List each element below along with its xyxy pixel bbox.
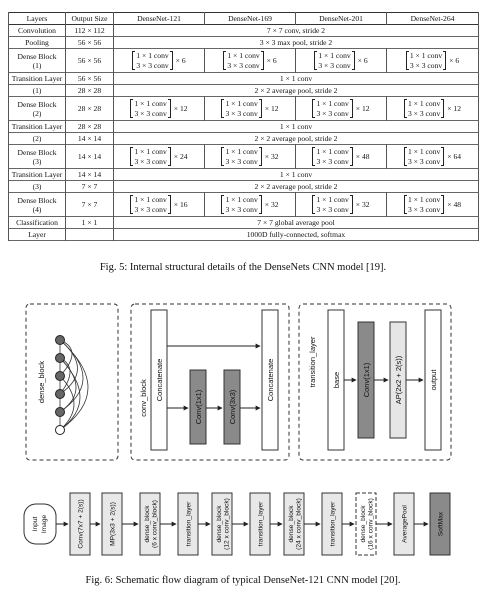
layer-name: Dense Block [17,147,57,157]
conv-line: 3 × 3 conv [225,108,258,118]
repeat-count: × 12 [355,104,370,113]
conv-line: 1 × 1 conv [407,147,441,156]
conv-line: 3 × 3 conv [227,60,260,70]
table-row [9,169,479,181]
table-row [9,121,479,133]
dense-block-cell [114,49,205,73]
conv-bracket [132,51,172,70]
conv-bracket [221,147,261,166]
header-cell: Layers [9,13,66,25]
layer-cell [9,169,66,181]
concatenate-right-label: Concatenate [266,358,275,402]
spanning-cell: 3 × 3 max pool, stride 2 [114,37,479,49]
concatenate-left-label: Concatenate [155,358,164,402]
repeat-count: × 48 [355,152,370,161]
conv-bracket [130,147,170,166]
layer-name: (1) [32,86,42,95]
conv-line: 3 × 3 conv [318,60,351,70]
layer-cell [9,193,66,217]
output-label: output [429,369,438,391]
conv-bracket [312,147,352,166]
conv-line: 3 × 3 conv [225,156,258,166]
table-row [9,73,479,85]
output-size-cell: 28 × 28 [66,97,114,121]
output-size-cell: 7 × 7 [66,193,114,217]
densenet-architecture-table [8,12,479,241]
flow-step-label: Conv(7x7 + 2(s)) [77,499,85,549]
table-row [9,97,479,121]
flow-step-label: transition_layer [257,501,265,547]
conv-line: 1 × 1 conv [409,51,443,60]
layer-name: Transition Layer [11,74,63,83]
layer-name: Transition Layer [11,170,63,179]
conv-line: 1 × 1 conv [134,195,167,204]
conv-line: 1 × 1 conv [134,99,167,108]
conv-bracket [130,99,170,118]
table-row [9,37,479,49]
layer-cell [9,217,66,229]
dense-block-graph [56,336,89,435]
conv-line: 1 × 1 conv [318,51,351,60]
repeat-count: × 12 [173,104,188,113]
conv-line: 3 × 3 conv [225,204,258,214]
conv-line: 1 × 1 conv [316,195,349,204]
output-size-cell: 28 × 28 [66,121,114,133]
output-size-cell: 7 × 7 [66,181,114,193]
flow-step-label: AveragePool [401,505,409,543]
flow-step-label: (6 x conv_block) [151,499,159,549]
conv-line: 3 × 3 conv [316,108,349,118]
dense-block-cell [296,97,387,121]
conv-line: 1 × 1 conv [407,195,441,204]
table-header-row [9,13,479,25]
repeat-count: × 32 [355,200,370,209]
layer-cell [9,229,66,241]
dense-block-cell [114,97,205,121]
conv-line: 1 × 1 conv [227,51,260,60]
transition-conv-label: Conv(1x1) [362,362,371,398]
dense-block-cell [387,145,479,169]
output-size-cell: 56 × 56 [66,37,114,49]
table-row [9,181,479,193]
repeat-count: × 16 [173,200,188,209]
repeat-count: × 6 [175,56,186,65]
layer-name: Dense Block [17,99,57,109]
conv-bracket [406,51,446,70]
flow-step-label: dense_block [144,505,151,543]
conv-line: 3 × 3 conv [316,156,349,166]
conv-line: 3 × 3 conv [407,204,441,214]
base-label: base [332,371,341,389]
layer-name: Transition Layer [11,122,63,131]
dense-block-cell [114,145,205,169]
dense-block-cell [296,145,387,169]
layer-cell [9,25,66,37]
spanning-cell: 2 × 2 average pool, stride 2 [114,85,479,97]
flow-step-label: dense_block [288,505,295,543]
conv-block-label: conv_block [139,379,148,417]
input-image-label: Input [32,516,39,532]
repeat-count: × 24 [173,152,188,161]
figure-6-caption: Fig. 6: Schematic flow diagram of typical DenseNet-121 CNN model [20]. [85,575,401,586]
spanning-cell: 7 × 7 global average pool [114,217,479,229]
flow-step-label: transition_layer [185,501,193,547]
conv-bracket [312,99,352,118]
layer-name: Dense Block [17,51,57,61]
flow-step-label: dense_block [360,505,367,543]
avgpool-label: AP(2x2 + 2(s)) [394,355,403,405]
spanning-cell: 1 × 1 conv [114,73,479,85]
spanning-cell: 1 × 1 conv [114,121,479,133]
conv-line: 1 × 1 conv [225,99,258,108]
flow-step-label: (12 x conv_block) [223,498,231,550]
input-image-label: Image [41,514,48,534]
repeat-count: × 6 [357,56,368,65]
conv-line: 3 × 3 conv [134,204,167,214]
repeat-count: × 32 [264,152,279,161]
dense-block-cell [387,49,479,73]
input-image-box [24,504,56,544]
layer-name: Classification [16,218,58,227]
densenet-schematic-diagram [0,290,486,570]
conv-bracket [404,99,444,118]
conv-bracket [314,51,354,70]
conv3x3-label: Conv(3x3) [228,389,237,425]
conv-line: 1 × 1 conv [225,147,258,156]
conv-bracket [404,195,444,214]
dense-block-cell [205,97,296,121]
conv-line: 1 × 1 conv [407,99,441,108]
dense-block-cell [296,193,387,217]
header-cell: DenseNet-121 [114,13,205,25]
layer-cell [9,181,66,193]
conv-bracket [221,195,261,214]
layer-cell [9,37,66,49]
repeat-count: × 12 [447,104,462,113]
conv-bracket [130,195,170,214]
output-size-cell: 112 × 112 [66,25,114,37]
output-size-cell: 14 × 14 [66,145,114,169]
layer-cell [9,133,66,145]
conv-bracket [404,147,444,166]
output-size-cell: 14 × 14 [66,169,114,181]
layer-name: (3) [32,156,42,166]
output-size-cell: 56 × 56 [66,49,114,73]
spanning-cell: 7 × 7 conv, stride 2 [114,25,479,37]
dense-block-cell [387,193,479,217]
dense-block-cell [296,49,387,73]
dense-block-cell [205,49,296,73]
repeat-count: × 12 [264,104,279,113]
spanning-cell: 2 × 2 average pool, stride 2 [114,133,479,145]
layer-cell [9,121,66,133]
layer-cell [9,73,66,85]
conv-line: 3 × 3 conv [134,108,167,118]
layer-name: (3) [32,182,42,191]
layer-cell [9,49,66,73]
header-cell: Output Size [66,13,114,25]
output-size-cell [66,229,114,241]
repeat-count: × 32 [264,200,279,209]
output-size-cell: 56 × 56 [66,73,114,85]
repeat-count: × 48 [447,200,462,209]
layer-name: Pooling [25,38,49,47]
dense-block-cell [205,193,296,217]
dense-block-label: dense_block [37,360,46,404]
output-size-cell: 1 × 1 [66,217,114,229]
repeat-count: × 6 [266,56,277,65]
conv-line: 1 × 1 conv [134,147,167,156]
flow-step-label: (16 x conv_block) [367,498,375,550]
flow-step-label: SoftMax [437,511,445,537]
flow-step-label: (24 x conv_block) [295,498,303,550]
table-row [9,193,479,217]
conv-line: 3 × 3 conv [134,156,167,166]
flow-step-label: MP(3x3 + 2(s)) [109,502,117,546]
figure-5-caption: Fig. 5: Internal structural details of the DenseNets CNN model [19]. [99,262,387,273]
conv-line: 3 × 3 conv [407,156,441,166]
table-row [9,133,479,145]
conv-line: 1 × 1 conv [136,51,169,60]
layer-cell [9,97,66,121]
table-row [9,145,479,169]
conv-line: 3 × 3 conv [409,60,443,70]
layer-name: Dense Block [17,195,57,205]
layer-cell [9,85,66,97]
conv-line: 3 × 3 conv [407,108,441,118]
repeat-count: × 6 [449,56,460,65]
header-cell: DenseNet-169 [205,13,296,25]
dense-block-cell [387,97,479,121]
header-cell: DenseNet-201 [296,13,387,25]
layer-cell [9,145,66,169]
layer-name: Layer [28,230,46,239]
flow-step-label: transition_layer [329,501,337,547]
conv-line: 3 × 3 conv [316,204,349,214]
conv-line: 3 × 3 conv [136,60,169,70]
densenet121-flow [24,493,450,555]
flow-step-label: dense_block [216,505,223,543]
conv1x1-label: Conv(1x1) [194,389,203,425]
transition-layer-label: transition_layer [308,336,317,388]
conv-bracket [312,195,352,214]
layer-name: (2) [32,134,42,143]
table-row [9,217,479,229]
header-cell: DenseNet-264 [387,13,479,25]
conv-line: 1 × 1 conv [225,195,258,204]
layer-name: (1) [32,60,42,70]
conv-bracket [221,99,261,118]
spanning-cell: 1000D fully-connected, softmax [114,229,479,241]
output-size-cell: 14 × 14 [66,133,114,145]
spanning-cell: 1 × 1 conv [114,169,479,181]
layer-name: Convolution [18,26,56,35]
conv-line: 1 × 1 conv [316,99,349,108]
conv-line: 1 × 1 conv [316,147,349,156]
table-row [9,85,479,97]
spanning-cell: 2 × 2 average pool, stride 2 [114,181,479,193]
dense-block-cell [114,193,205,217]
dense-block-cell [205,145,296,169]
repeat-count: × 64 [447,152,462,161]
table-row [9,25,479,37]
table-row [9,49,479,73]
table-row [9,229,479,241]
output-size-cell: 28 × 28 [66,85,114,97]
layer-name: (2) [32,108,42,118]
layer-name: (4) [32,204,42,214]
conv-bracket [223,51,263,70]
